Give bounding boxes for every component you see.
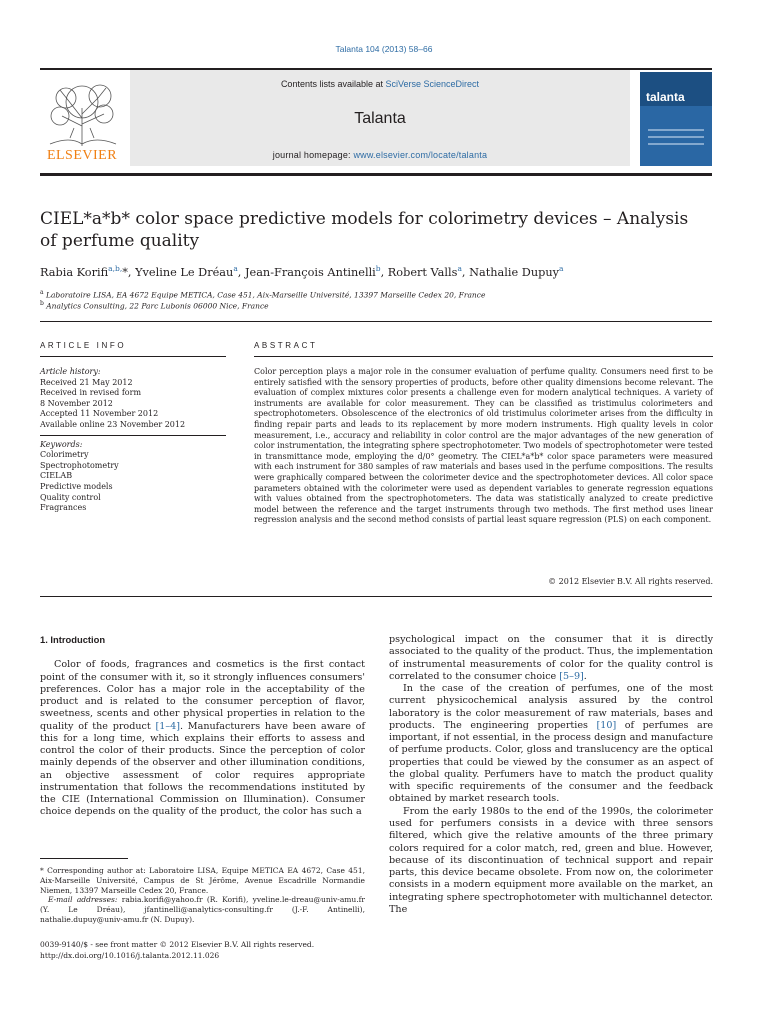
author-name[interactable]: Rabia Korifi <box>40 265 109 279</box>
homepage-prefix: journal homepage: <box>272 150 354 160</box>
author-affiliation-marker[interactable]: b <box>375 264 381 273</box>
header-divider <box>40 321 712 322</box>
keywords-list <box>40 450 226 514</box>
article-title <box>40 208 712 252</box>
body-paragraph <box>389 634 713 683</box>
email-note <box>40 895 365 924</box>
citation-link[interactable]: [5–9] <box>559 670 584 682</box>
author-list <box>40 264 712 279</box>
body-column-right <box>389 634 713 916</box>
keyword: Predictive models <box>40 481 113 491</box>
author-affiliation-marker[interactable]: a,b, <box>108 264 123 273</box>
paragraph-text: In the case of the creation of perfumes, one of the most current physicochemical analysis assured by the control laboratory is the color measurement of raw materials, bases and products. The engineering properties <box>389 683 713 731</box>
paragraph-text: . <box>583 670 587 682</box>
body-paragraph <box>389 683 713 806</box>
masthead-banner <box>130 70 630 166</box>
publisher-name: ELSEVIER <box>46 148 118 163</box>
author-separator: , <box>380 265 388 279</box>
article-title-line-1: CIEL*a*b* color space predictive models for colorimetry devices – Analysis <box>40 209 689 229</box>
email-addresses[interactable]: rabia.korifi@yahoo.fr (R. Korifi), yveline.le-dreau@univ-amu.fr (Y. Le Dréau), jfantinelli@analytics-consulting.fr (J.-F. Antinelli), nathalie.dupuy@univ-amu.fr (N. Dupuy). <box>40 895 365 924</box>
sciencedirect-link[interactable]: SciVerse ScienceDirect <box>385 79 480 89</box>
paragraph-text: . Manufacturers have been aware of this for a long time, which explains their efforts to assess and control the color of their products. Since the perception of color mainly depends of the observer and other illumination conditions, an objective assessment of color requires appropriate instrumentation that follows the recommendations instituted by the CIE (International Commission on Illumination). Consumer choice depends on the quality of the product, the color has such a <box>40 720 365 818</box>
author-name[interactable]: Nathalie Dupuy <box>469 265 560 279</box>
journal-cover-image <box>640 72 712 166</box>
abstract-heading: ABSTRACT <box>254 341 318 350</box>
keyword: CIELAB <box>40 471 73 481</box>
article-title-line-2: of perfume quality <box>40 231 200 251</box>
body-paragraph: From the early 1980s to the end of the 1990s, the colorimeter used for perfumers consists in a device with three sensors filtered, which give the relative amounts of the three primary colors required for a color match, red, green and blue. However, because of its discontinuation of technical support and repair parts, this device became obsolete. From now on, the colorimeter consists in a modern equipment more available on the market, an integrating sphere spectrophotometer with multichannel detector. The <box>389 805 713 915</box>
homepage-line <box>130 150 630 160</box>
author-separator: , <box>127 265 136 279</box>
doi-link[interactable]: http://dx.doi.org/10.1016/j.talanta.2012.11.026 <box>40 950 220 960</box>
abstract-copyright: © 2012 Elsevier B.V. All rights reserved. <box>548 577 713 586</box>
info-divider <box>40 435 226 436</box>
keyword: Colorimetry <box>40 450 89 460</box>
body-column-left <box>40 634 365 819</box>
corresponding-author-marker[interactable]: * <box>122 265 128 279</box>
email-label: E-mail addresses: <box>48 895 118 905</box>
abstract-rule <box>254 356 713 357</box>
contents-line <box>130 79 630 89</box>
history-list <box>40 378 226 431</box>
footnotes <box>40 866 365 925</box>
keyword: Quality control <box>40 492 101 502</box>
citation-link[interactable]: [1–4] <box>155 720 180 732</box>
author-affiliation-marker[interactable]: a <box>233 264 238 273</box>
affiliation-text: Analytics Consulting, 22 Parc Lubonis 06000 Nice, France <box>46 301 269 311</box>
history-item: 8 November 2012 <box>40 398 113 408</box>
footnote-rule <box>40 858 128 859</box>
history-item: Received 21 May 2012 <box>40 377 133 387</box>
author-name[interactable]: Yveline Le Dréau <box>135 265 234 279</box>
masthead-bottom-rule <box>40 173 712 176</box>
issn-line: 0039-9140/$ - see front matter © 2012 Elsevier B.V. All rights reserved. <box>40 940 315 949</box>
history-label: Article history: <box>40 367 101 376</box>
masthead <box>40 70 712 170</box>
paragraph-text: of perfumes are important, if not essential, in the process design and manufacture of perfume products. Color, gloss and translucency are the optical properties that could be viewed by the consumer as an aspect of the global quality. Perfumers have to match the product quality with specific requirements of the consumer and the feedback obtained by market research tools. <box>389 719 713 805</box>
affiliation-text: Laboratoire LISA, EA 4672 Equipe METICA, Case 451, Aix-Marseille Université, 13397 Marseille Cedex 20, France <box>45 290 486 300</box>
author-affiliation-marker[interactable]: a <box>457 264 462 273</box>
abstract-text: Color perception plays a major role in the consumer evaluation of perfume quality. Consumers need first to be entirely satisfied with the sensory properties of products, before other quality dimensions become relevant. The evaluation of complex mixtures color presents a challenge even for modern analytical techniques. A variety of instruments are available for color measurement. They can be classified as tristimulus colorimeters and spectrophotometers. Obsolescence of the electronics of old tristimulus colorimeter arises from the difficulty in finding repair parts and leads to its replacement by more modern instruments. High quality levels in color measurement, i.e., accuracy and reliability in color control are the major advantages of the new generation of color instrumentation, the integrating sphere spectrophotometer. Two models of spectrophotometer were tested in transmittance mode, employing the d/0° geometry. The CIEL*a*b* color space parameters were measured with each instrument for 380 samples of raw materials and bases used in the perfume compositions. The results were graphically compared between the colorimeter device and the spectrophotometer devices. All color space parameters obtained with the colorimeter were used as dependent variables to generate regression equations with values obtained from the spectrophotometers. The data was statistically analyzed to create predictive model between the reference and the target instruments through two methods. The first method uses linear regression analysis and the second method consists of partial least square regression (PLS) on each component. <box>254 367 713 525</box>
journal-title: Talanta <box>354 110 406 127</box>
affiliation-marker: b <box>40 300 44 307</box>
cover-title: talanta <box>646 90 685 104</box>
author-affiliation-marker[interactable]: a <box>559 264 564 273</box>
article-info-panel <box>40 367 226 514</box>
affiliation-marker: a <box>40 289 44 296</box>
body-paragraph <box>40 659 365 818</box>
paragraph-text: Color of foods, fragrances and cosmetics is the first contact point of the consumer with it, so it strongly influences consumers' preferences. Color has a major role in the acceptability of the product and is related to the consumer perception of flavor, sweetness, scents and other physical properties in relation to the quality of the product <box>40 659 365 732</box>
author-separator: , <box>461 265 470 279</box>
affiliation <box>40 289 712 300</box>
citation-link[interactable]: [10] <box>596 719 617 731</box>
journal-reference[interactable]: Talanta 104 (2013) 58–66 <box>335 44 433 54</box>
paragraph-text: psychological impact on the consumer that it is directly associated to the quality of the product. Thus, the implementation of instrumental measurements of color for the quality control is correlated to the consumer choice <box>389 634 713 682</box>
article-identifiers <box>40 940 365 961</box>
history-item: Received in revised form <box>40 388 142 398</box>
corresponding-author-note: * Corresponding author at: Laboratoire LISA, Equipe METICA EA 4672, Case 451, Aix-Marseille Université, Campus de St Jérôme, Avenue Escadrille Normandie Niemen, 13397 Marseille Cedex 20, France. <box>40 866 365 895</box>
contents-prefix: Contents lists available at <box>280 79 386 89</box>
history-item: Available online 23 November 2012 <box>40 419 186 429</box>
abstract-bottom-rule <box>40 596 712 597</box>
keywords-label: Keywords: <box>40 439 83 449</box>
article-info-heading: ARTICLE INFO <box>40 341 127 350</box>
author-name[interactable]: Robert Valls <box>387 265 458 279</box>
history-item: Accepted 11 November 2012 <box>40 409 159 419</box>
article-info-rule <box>40 356 226 357</box>
cover-lines <box>640 124 712 150</box>
section-heading: 1. Introduction <box>40 634 106 645</box>
keyword: Spectrophotometry <box>40 460 119 470</box>
homepage-link[interactable]: www.elsevier.com/locate/talanta <box>353 150 488 160</box>
keyword: Fragrances <box>40 503 87 513</box>
affiliation <box>40 300 712 311</box>
author-separator: , <box>237 265 245 279</box>
author-name[interactable]: Jean-François Antinelli <box>244 265 376 279</box>
